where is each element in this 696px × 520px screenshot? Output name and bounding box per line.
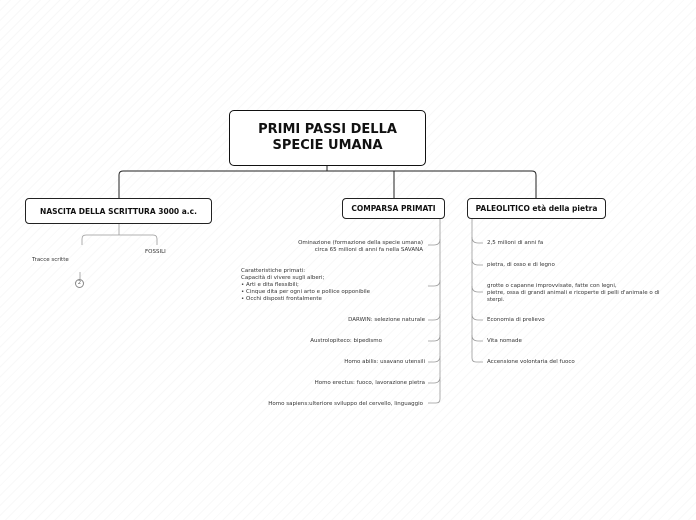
count-badge[interactable]: 2: [75, 279, 84, 288]
leaf-fuoco[interactable]: Accensione volontaria del fuoco: [487, 359, 575, 365]
leaf-abitazioni[interactable]: grotte o capanne improvvisate, fatte con legni, pietre, ossa di grandi animali e ricoperte di pelli d'animale o di sterpi.: [487, 283, 660, 303]
leaf-ominazione[interactable]: Ominazione (formazione della specie umana) circa 65 milioni di anni fa nella SAVANA: [298, 240, 423, 253]
leaf-materiali[interactable]: pietra, di osso e di legno: [487, 262, 555, 268]
branch-scrittura-label: NASCITA DELLA SCRITTURA 3000 a.c.: [40, 206, 197, 216]
leaf-milioni-anni[interactable]: 2,5 milioni di anni fa: [487, 240, 544, 246]
connector-primati-spine: [428, 219, 440, 403]
leaf-fossili[interactable]: FOSSILI: [145, 249, 166, 255]
leaf-economia-prelievo[interactable]: Economia di prelievo: [487, 317, 545, 323]
leaf-homo-erectus[interactable]: Homo erectus: fuoco, lavorazione pietra: [314, 380, 425, 386]
connector-scrittura: [82, 224, 157, 245]
branch-primati-node[interactable]: [342, 198, 445, 219]
leaf-darwin[interactable]: DARWIN: selezione naturale: [348, 317, 425, 323]
connector-paleolitico-ticks: [472, 237, 483, 341]
branch-paleolitico-node[interactable]: [467, 198, 606, 219]
leaf-homo-abilis[interactable]: Homo abilis: usavano utensili: [344, 359, 425, 365]
leaf-tracce-scritte[interactable]: Tracce scritte: [32, 257, 69, 263]
branch-primati-label: COMPARSA PRIMATI: [351, 204, 436, 213]
root-node[interactable]: [229, 110, 426, 166]
leaf-homo-sapiens[interactable]: Homo sapiens:ulteriore sviluppo del cervello, linguaggio: [268, 401, 423, 407]
leaf-austrolopiteco[interactable]: Austrolopiteco: bipedismo: [310, 338, 382, 344]
connector-root-bus: [119, 171, 536, 198]
branch-paleolitico-label: PALEOLITICO età della pietra: [475, 204, 598, 213]
leaf-caratteristiche-primati[interactable]: Caratteristiche primati: Capacità di vivere sugli alberi; • Arti e dita flessibili; • Cinque dita per ogni arto e pollice opponibile • Occhi disposti frontalmente: [241, 268, 371, 302]
connector-primati-ticks: [428, 239, 440, 383]
branch-scrittura-node[interactable]: [25, 198, 212, 224]
root-title: PRIMI PASSI DELLA SPECIE UMANA: [258, 122, 397, 153]
leaf-vita-nomade[interactable]: Vita nomade: [487, 338, 522, 344]
